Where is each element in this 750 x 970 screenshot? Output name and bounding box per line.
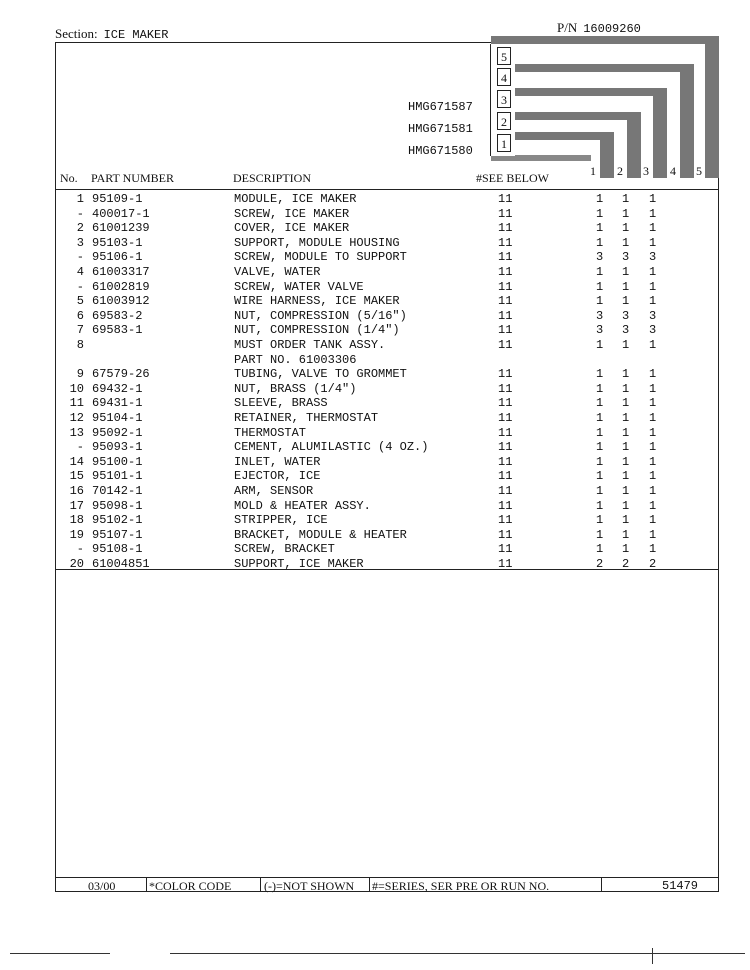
- part-number: 95108-1: [92, 542, 143, 557]
- part-number: 61002819: [92, 279, 150, 294]
- part-description: SCREW, MODULE TO SUPPORT: [234, 250, 407, 265]
- row-number: 13: [69, 425, 84, 440]
- col-header-series-4: 4: [670, 164, 676, 178]
- table-row: [0, 265, 750, 280]
- see-below-code: 11: [498, 294, 513, 309]
- part-description: NUT, COMPRESSION (5/16"): [234, 308, 407, 323]
- table-row: [0, 513, 750, 528]
- qty-series-3: 1: [649, 279, 657, 294]
- part-description: SLEEVE, BRASS: [234, 396, 328, 411]
- part-number: 70142-1: [92, 484, 143, 498]
- col-header-description: DESCRIPTION: [233, 171, 312, 185]
- footer-page-number: 51479: [662, 879, 699, 893]
- part-number: 95106-1: [92, 250, 143, 265]
- qty-series-2: 1: [622, 381, 630, 396]
- qty-series-2: 3: [622, 250, 630, 265]
- part-number: 69583-1: [92, 323, 143, 338]
- part-number: 400017-1: [92, 206, 150, 221]
- row-number: 20: [69, 557, 84, 571]
- row-number: 8: [76, 338, 84, 352]
- see-below-code: 11: [498, 308, 513, 323]
- see-below-code: 11: [498, 527, 513, 542]
- part-description: MODULE, ICE MAKER: [234, 192, 357, 206]
- qty-series-1: 1: [596, 454, 604, 469]
- qty-series-2: 1: [622, 411, 630, 425]
- see-below-code: 11: [498, 235, 513, 250]
- see-below-code: 11: [498, 440, 513, 455]
- row-number: 17: [69, 498, 84, 513]
- see-below-code: 11: [498, 513, 513, 528]
- section-label: Section:: [55, 26, 98, 41]
- part-description: WIRE HARNESS, ICE MAKER: [234, 294, 400, 309]
- qty-series-1: 1: [596, 279, 604, 294]
- part-description: RETAINER, THERMOSTAT: [234, 411, 379, 425]
- qty-series-1: 1: [596, 527, 604, 542]
- part-number: 95093-1: [92, 440, 143, 455]
- table-row: [0, 353, 750, 368]
- qty-series-1: 1: [596, 440, 604, 455]
- qty-series-1: 1: [596, 338, 604, 352]
- qty-series-3: 1: [649, 440, 657, 455]
- qty-series-3: 1: [649, 221, 657, 236]
- part-number: 61001239: [92, 221, 150, 236]
- qty-series-3: 1: [649, 206, 657, 221]
- qty-series-1: 3: [596, 323, 604, 338]
- footer-divider: [260, 877, 261, 891]
- part-description: SCREW, BRACKET: [234, 542, 335, 557]
- row-number: 18: [69, 513, 84, 528]
- qty-series-3: 1: [649, 469, 657, 484]
- row-number: 5: [76, 294, 84, 309]
- part-number: 95103-1: [92, 235, 143, 250]
- part-description: SCREW, WATER VALVE: [234, 279, 364, 294]
- qty-series-3: 1: [649, 367, 657, 382]
- row-number: 14: [69, 454, 84, 469]
- footer-divider: [146, 877, 147, 891]
- qty-series-2: 1: [622, 338, 630, 352]
- staircase-col-5: [705, 36, 719, 178]
- table-row: [0, 309, 750, 324]
- part-description: EJECTOR, ICE: [234, 469, 321, 484]
- qty-series-2: 1: [622, 513, 630, 528]
- part-description: THERMOSTAT: [234, 425, 307, 440]
- qty-series-1: 1: [596, 425, 604, 440]
- qty-series-3: 1: [649, 411, 657, 425]
- part-description: INLET, WATER: [234, 454, 321, 469]
- part-number: 69583-2: [92, 308, 143, 323]
- staircase-col-1: [600, 132, 614, 178]
- qty-series-3: 3: [649, 323, 657, 338]
- footer-divider: [601, 877, 602, 891]
- table-row: [0, 411, 750, 426]
- col-header-series-5: 5: [696, 164, 702, 178]
- qty-series-3: 3: [649, 250, 657, 265]
- table-row: [0, 192, 750, 207]
- qty-series-3: 1: [649, 396, 657, 411]
- see-below-code: 11: [498, 542, 513, 557]
- see-below-code: 11: [498, 381, 513, 396]
- see-below-code: 11: [498, 265, 513, 279]
- qty-series-2: 1: [622, 542, 630, 557]
- qty-series-3: 2: [649, 557, 657, 571]
- model-number: HMG671587: [408, 100, 473, 114]
- see-below-code: 11: [498, 425, 513, 440]
- part-description: TUBING, VALVE TO GROMMET: [234, 367, 407, 382]
- row-number: 15: [69, 469, 84, 484]
- scan-artifact-tick: [652, 948, 653, 964]
- qty-series-1: 1: [596, 381, 604, 396]
- qty-series-1: 1: [596, 513, 604, 528]
- table-row: [0, 484, 750, 499]
- qty-series-3: 3: [649, 308, 657, 323]
- row-number: -: [76, 279, 84, 294]
- see-below-code: 11: [498, 323, 513, 338]
- qty-series-1: 1: [596, 411, 604, 425]
- staircase-bar-2: [514, 112, 638, 120]
- model-number: HMG671581: [408, 122, 473, 136]
- row-number: 6: [76, 308, 84, 323]
- header-rule: [55, 189, 719, 190]
- qty-series-2: 1: [622, 469, 630, 484]
- row-number: -: [76, 206, 84, 221]
- qty-series-2: 3: [622, 308, 630, 323]
- qty-series-2: 1: [622, 440, 630, 455]
- part-number: 95101-1: [92, 469, 143, 484]
- part-number: 95107-1: [92, 527, 143, 542]
- staircase-bar-4: [514, 64, 690, 72]
- part-description: COVER, ICE MAKER: [234, 221, 350, 236]
- staircase-col-4: [680, 64, 694, 178]
- table-row: [0, 528, 750, 543]
- qty-series-2: 1: [622, 425, 630, 440]
- staircase-bar-1: [514, 132, 612, 140]
- footer-color-code: *COLOR CODE: [149, 879, 232, 893]
- qty-series-1: 1: [596, 498, 604, 513]
- staircase-top-bar: [491, 36, 719, 44]
- qty-series-2: 3: [622, 323, 630, 338]
- table-row: [0, 542, 750, 557]
- qty-series-3: 1: [649, 338, 657, 352]
- series-box-1: 1: [497, 134, 511, 152]
- table-row: [0, 426, 750, 441]
- row-number: 19: [69, 527, 84, 542]
- qty-series-1: 3: [596, 308, 604, 323]
- part-description: SCREW, ICE MAKER: [234, 206, 350, 221]
- see-below-code: 11: [498, 411, 513, 425]
- row-number: 3: [76, 235, 84, 250]
- qty-series-2: 1: [622, 265, 630, 279]
- row-number: 7: [76, 323, 84, 338]
- see-below-code: 11: [498, 192, 513, 206]
- row-number: 1: [76, 192, 84, 206]
- col-header-part-number: PART NUMBER: [91, 171, 174, 185]
- part-description: PART NO. 61003306: [234, 352, 357, 367]
- table-row: [0, 440, 750, 455]
- see-below-code: 11: [498, 484, 513, 498]
- qty-series-2: 1: [622, 294, 630, 309]
- qty-series-2: 1: [622, 396, 630, 411]
- series-box-5: 5: [497, 47, 511, 65]
- col-header-series-2: 2: [617, 164, 623, 178]
- qty-series-2: 1: [622, 206, 630, 221]
- part-description: CEMENT, ALUMILASTIC (4 OZ.): [234, 440, 429, 455]
- table-row: [0, 469, 750, 484]
- table-row: [0, 221, 750, 236]
- qty-series-2: 2: [622, 557, 630, 571]
- row-number: -: [76, 542, 84, 557]
- part-description: ARM, SENSOR: [234, 484, 314, 498]
- qty-series-2: 1: [622, 235, 630, 250]
- series-box-2: 2: [497, 112, 511, 130]
- part-description: MUST ORDER TANK ASSY.: [234, 338, 386, 352]
- qty-series-3: 1: [649, 235, 657, 250]
- part-number: 95092-1: [92, 425, 143, 440]
- table-row: [0, 207, 750, 222]
- qty-series-2: 1: [622, 527, 630, 542]
- row-number: -: [76, 250, 84, 265]
- see-below-code: 11: [498, 221, 513, 236]
- table-row: [0, 250, 750, 265]
- part-description: SUPPORT, ICE MAKER: [234, 557, 364, 571]
- qty-series-1: 1: [596, 192, 604, 206]
- qty-series-2: 1: [622, 221, 630, 236]
- part-number: 95098-1: [92, 498, 143, 513]
- table-row: [0, 323, 750, 338]
- qty-series-2: 1: [622, 454, 630, 469]
- parts-table: [0, 192, 750, 572]
- footer-divider: [369, 877, 370, 891]
- footer-series-legend: #=SERIES, SER PRE OR RUN NO.: [372, 879, 550, 893]
- footer-date: 03/00: [88, 879, 116, 893]
- part-description: VALVE, WATER: [234, 265, 321, 279]
- qty-series-1: 1: [596, 294, 604, 309]
- see-below-code: 11: [498, 367, 513, 382]
- part-number: 61003912: [92, 294, 150, 309]
- qty-series-3: 1: [649, 265, 657, 279]
- part-number: 61003317: [92, 265, 150, 279]
- row-number: 2: [76, 221, 84, 236]
- table-row: [0, 382, 750, 397]
- part-description: BRACKET, MODULE & HEATER: [234, 527, 407, 542]
- part-number: 69432-1: [92, 381, 143, 396]
- qty-series-1: 1: [596, 484, 604, 498]
- qty-series-1: 1: [596, 542, 604, 557]
- qty-series-3: 1: [649, 192, 657, 206]
- qty-series-2: 1: [622, 484, 630, 498]
- series-box-4: 4: [497, 68, 511, 86]
- col-header-series-3: 3: [643, 164, 649, 178]
- part-number: 95109-1: [92, 192, 143, 206]
- part-number: 67579-26: [92, 367, 150, 382]
- see-below-code: 11: [498, 396, 513, 411]
- qty-series-3: 1: [649, 527, 657, 542]
- qty-series-3: 1: [649, 542, 657, 557]
- part-description: NUT, COMPRESSION (1/4"): [234, 323, 400, 338]
- part-number: 61004851: [92, 557, 150, 571]
- qty-series-1: 1: [596, 367, 604, 382]
- part-number: 95104-1: [92, 411, 143, 425]
- qty-series-1: 3: [596, 250, 604, 265]
- qty-series-3: 1: [649, 498, 657, 513]
- see-below-code: 11: [498, 250, 513, 265]
- row-number: 4: [76, 265, 84, 279]
- row-number: 16: [69, 484, 84, 498]
- table-end-rule: [55, 569, 719, 570]
- part-description: MOLD & HEATER ASSY.: [234, 498, 371, 513]
- staircase-col-3: [653, 88, 667, 178]
- pn-value: 16009260: [583, 22, 641, 36]
- part-description: SUPPORT, MODULE HOUSING: [234, 235, 400, 250]
- row-number: 9: [76, 367, 84, 382]
- qty-series-3: 1: [649, 454, 657, 469]
- qty-series-2: 1: [622, 367, 630, 382]
- qty-series-3: 1: [649, 513, 657, 528]
- see-below-code: 11: [498, 469, 513, 484]
- row-number: 10: [69, 381, 84, 396]
- part-number: 69431-1: [92, 396, 143, 411]
- section-heading: [55, 26, 168, 42]
- qty-series-1: 1: [596, 396, 604, 411]
- col-header-see-below: #SEE BELOW: [476, 171, 549, 185]
- footer-not-shown: (-)=NOT SHOWN: [264, 879, 355, 893]
- table-row: [0, 367, 750, 382]
- part-number: 95102-1: [92, 513, 143, 528]
- staircase-bar-3: [514, 88, 664, 96]
- col-header-series-1: 1: [590, 164, 596, 178]
- table-row: [0, 455, 750, 470]
- see-below-code: 11: [498, 557, 513, 571]
- series-box-3: 3: [497, 90, 511, 108]
- qty-series-2: 1: [622, 279, 630, 294]
- part-number-heading: [557, 20, 641, 36]
- qty-series-3: 1: [649, 381, 657, 396]
- qty-series-3: 1: [649, 484, 657, 498]
- scan-artifact-line: [10, 953, 110, 954]
- row-number: 12: [69, 411, 84, 425]
- table-row: [0, 499, 750, 514]
- row-number: 11: [69, 396, 84, 411]
- footer-rule: [55, 877, 719, 878]
- qty-series-3: 1: [649, 294, 657, 309]
- see-below-code: 11: [498, 279, 513, 294]
- qty-series-1: 1: [596, 221, 604, 236]
- qty-series-1: 1: [596, 469, 604, 484]
- qty-series-3: 1: [649, 425, 657, 440]
- table-row: [0, 396, 750, 411]
- part-description: NUT, BRASS (1/4"): [234, 381, 357, 396]
- table-row: [0, 338, 750, 353]
- qty-series-1: 1: [596, 265, 604, 279]
- see-below-code: 11: [498, 206, 513, 221]
- table-row: [0, 294, 750, 309]
- pn-label: P/N: [557, 20, 578, 35]
- qty-series-1: 1: [596, 235, 604, 250]
- see-below-code: 11: [498, 338, 513, 352]
- row-number: -: [76, 440, 84, 455]
- see-below-code: 11: [498, 454, 513, 469]
- see-below-code: 11: [498, 498, 513, 513]
- table-row: [0, 280, 750, 295]
- qty-series-2: 1: [622, 192, 630, 206]
- scan-artifact-line: [170, 953, 745, 954]
- part-description: STRIPPER, ICE: [234, 513, 328, 528]
- qty-series-1: 2: [596, 557, 604, 571]
- staircase-col-2: [627, 112, 641, 178]
- section-value: ICE MAKER: [103, 28, 169, 42]
- col-header-no: No.: [60, 171, 78, 185]
- table-row: [0, 236, 750, 251]
- qty-series-1: 1: [596, 206, 604, 221]
- model-number: HMG671580: [408, 144, 473, 158]
- qty-series-2: 1: [622, 498, 630, 513]
- part-number: 95100-1: [92, 454, 143, 469]
